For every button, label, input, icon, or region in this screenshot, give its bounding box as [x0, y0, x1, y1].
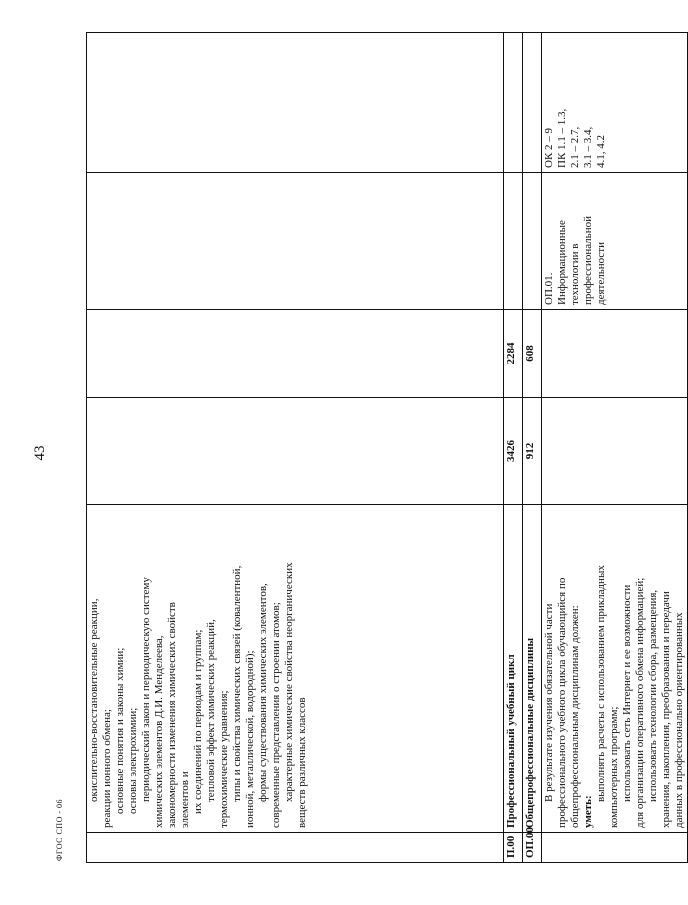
curriculum-table: [86, 32, 688, 863]
competency-line: 4.1, 4.2: [594, 135, 607, 168]
text-line: современные представления о строении атомов;: [269, 602, 282, 828]
discipline-line: ОП.01.: [543, 272, 555, 305]
text-line: характерные химические свойства неорганических: [282, 562, 295, 802]
text-line: использовать технологии сбора, размещения,: [646, 589, 659, 802]
text-line: окислительно-восстановительные реакции,: [88, 598, 100, 802]
text-line: периодический закон и периодическую систему: [139, 577, 152, 802]
table-row-general-disciplines: [523, 33, 542, 863]
text-line: термохимические уравнения;: [217, 690, 230, 828]
discipline-cell: [523, 173, 542, 310]
index-cell: П.00: [504, 833, 523, 863]
competency-cell: [523, 33, 542, 173]
competency-line: ОК 2 – 9: [543, 127, 555, 168]
table-row-op01: [542, 33, 688, 863]
text-line: веществ различных классов: [295, 697, 308, 828]
text-line: общепрофессиональным дисциплинам должен:: [568, 605, 581, 828]
text-line: элементов и: [178, 771, 191, 828]
discipline-cell: [542, 173, 688, 310]
text-line: В результате изучения обязательной части: [543, 603, 555, 802]
text-line: реакции ионного обмена;: [100, 709, 113, 828]
discipline-line: деятельности: [594, 242, 607, 305]
competency-cell: [87, 33, 504, 173]
text-line: формы существования химических элементов,: [256, 583, 269, 802]
max-hours-cell: [542, 398, 688, 505]
discipline-line: профессиональной: [581, 216, 594, 305]
mandatory-hours-cell: 2284: [504, 310, 523, 398]
table-row-chemistry: [87, 33, 504, 863]
page-frame: [86, 33, 685, 863]
page-number: 43: [32, 445, 48, 461]
text-line: компьютерных программ;: [607, 706, 620, 828]
discipline-line: технологии в: [568, 243, 581, 305]
mandatory-hours-cell: 608: [523, 310, 542, 398]
text-line: использовать сеть Интернет и ее возможности: [620, 584, 633, 802]
text-line: уметь:: [581, 795, 594, 828]
description-cell-chemistry: [87, 505, 504, 833]
max-hours-cell: 912: [523, 398, 542, 505]
description-cell-op01: [542, 505, 688, 833]
competency-line: 3.1 – 3.4,: [581, 126, 594, 168]
cycle-title-cell: Профессиональный учебный цикл: [504, 505, 523, 833]
text-line: их соединений по периодам и группам;: [191, 629, 204, 814]
curriculum-table-wrapper: [86, 33, 685, 863]
text-line: выполнять расчеты с использованием прикладных: [594, 565, 607, 802]
text-line: типы и свойства химических связей (ковалентной,: [230, 565, 243, 802]
text-line: данных в профессионально ориентированных: [672, 612, 685, 828]
footer-code: ФГОС СПО - 06: [55, 798, 64, 861]
competency-line: ПК 1.1 – 1.3,: [555, 108, 568, 168]
competency-cell: [504, 33, 523, 173]
text-line: хранения, накопления, преобразования и передачи: [659, 591, 672, 828]
discipline-cell: [504, 173, 523, 310]
text-line: закономерности изменения химических свойств: [165, 602, 178, 828]
section-title-cell: Общепрофессиональные дисциплины: [523, 505, 542, 833]
discipline-cell: [87, 173, 504, 310]
competency-cell: [542, 33, 688, 173]
text-line: основы электрохимии;: [126, 707, 139, 814]
text-line: основные понятия и законы химии;: [113, 647, 126, 814]
text-line: для организации оперативного обмена информацией;: [633, 577, 646, 828]
mandatory-hours-cell: [542, 310, 688, 398]
max-hours-cell: 3426: [504, 398, 523, 505]
text-line: профессионального учебного цикла обучающийся по: [555, 577, 568, 828]
text-line: химических элементов Д.И. Менделеева,: [152, 635, 165, 828]
discipline-line: Информационные: [555, 220, 568, 305]
max-hours-cell: [87, 398, 504, 505]
index-cell: ОП.00: [523, 833, 542, 863]
index-cell-empty: [542, 833, 688, 863]
competency-line: 2.1 – 2.7,: [568, 126, 581, 168]
text-line: тепловой эффект химических реакций,: [204, 619, 217, 802]
table-row-professional-cycle: [504, 33, 523, 863]
index-cell-empty: [87, 833, 504, 863]
mandatory-hours-cell: [87, 310, 504, 398]
text-line: ионной, металлической, водородной);: [243, 650, 256, 828]
